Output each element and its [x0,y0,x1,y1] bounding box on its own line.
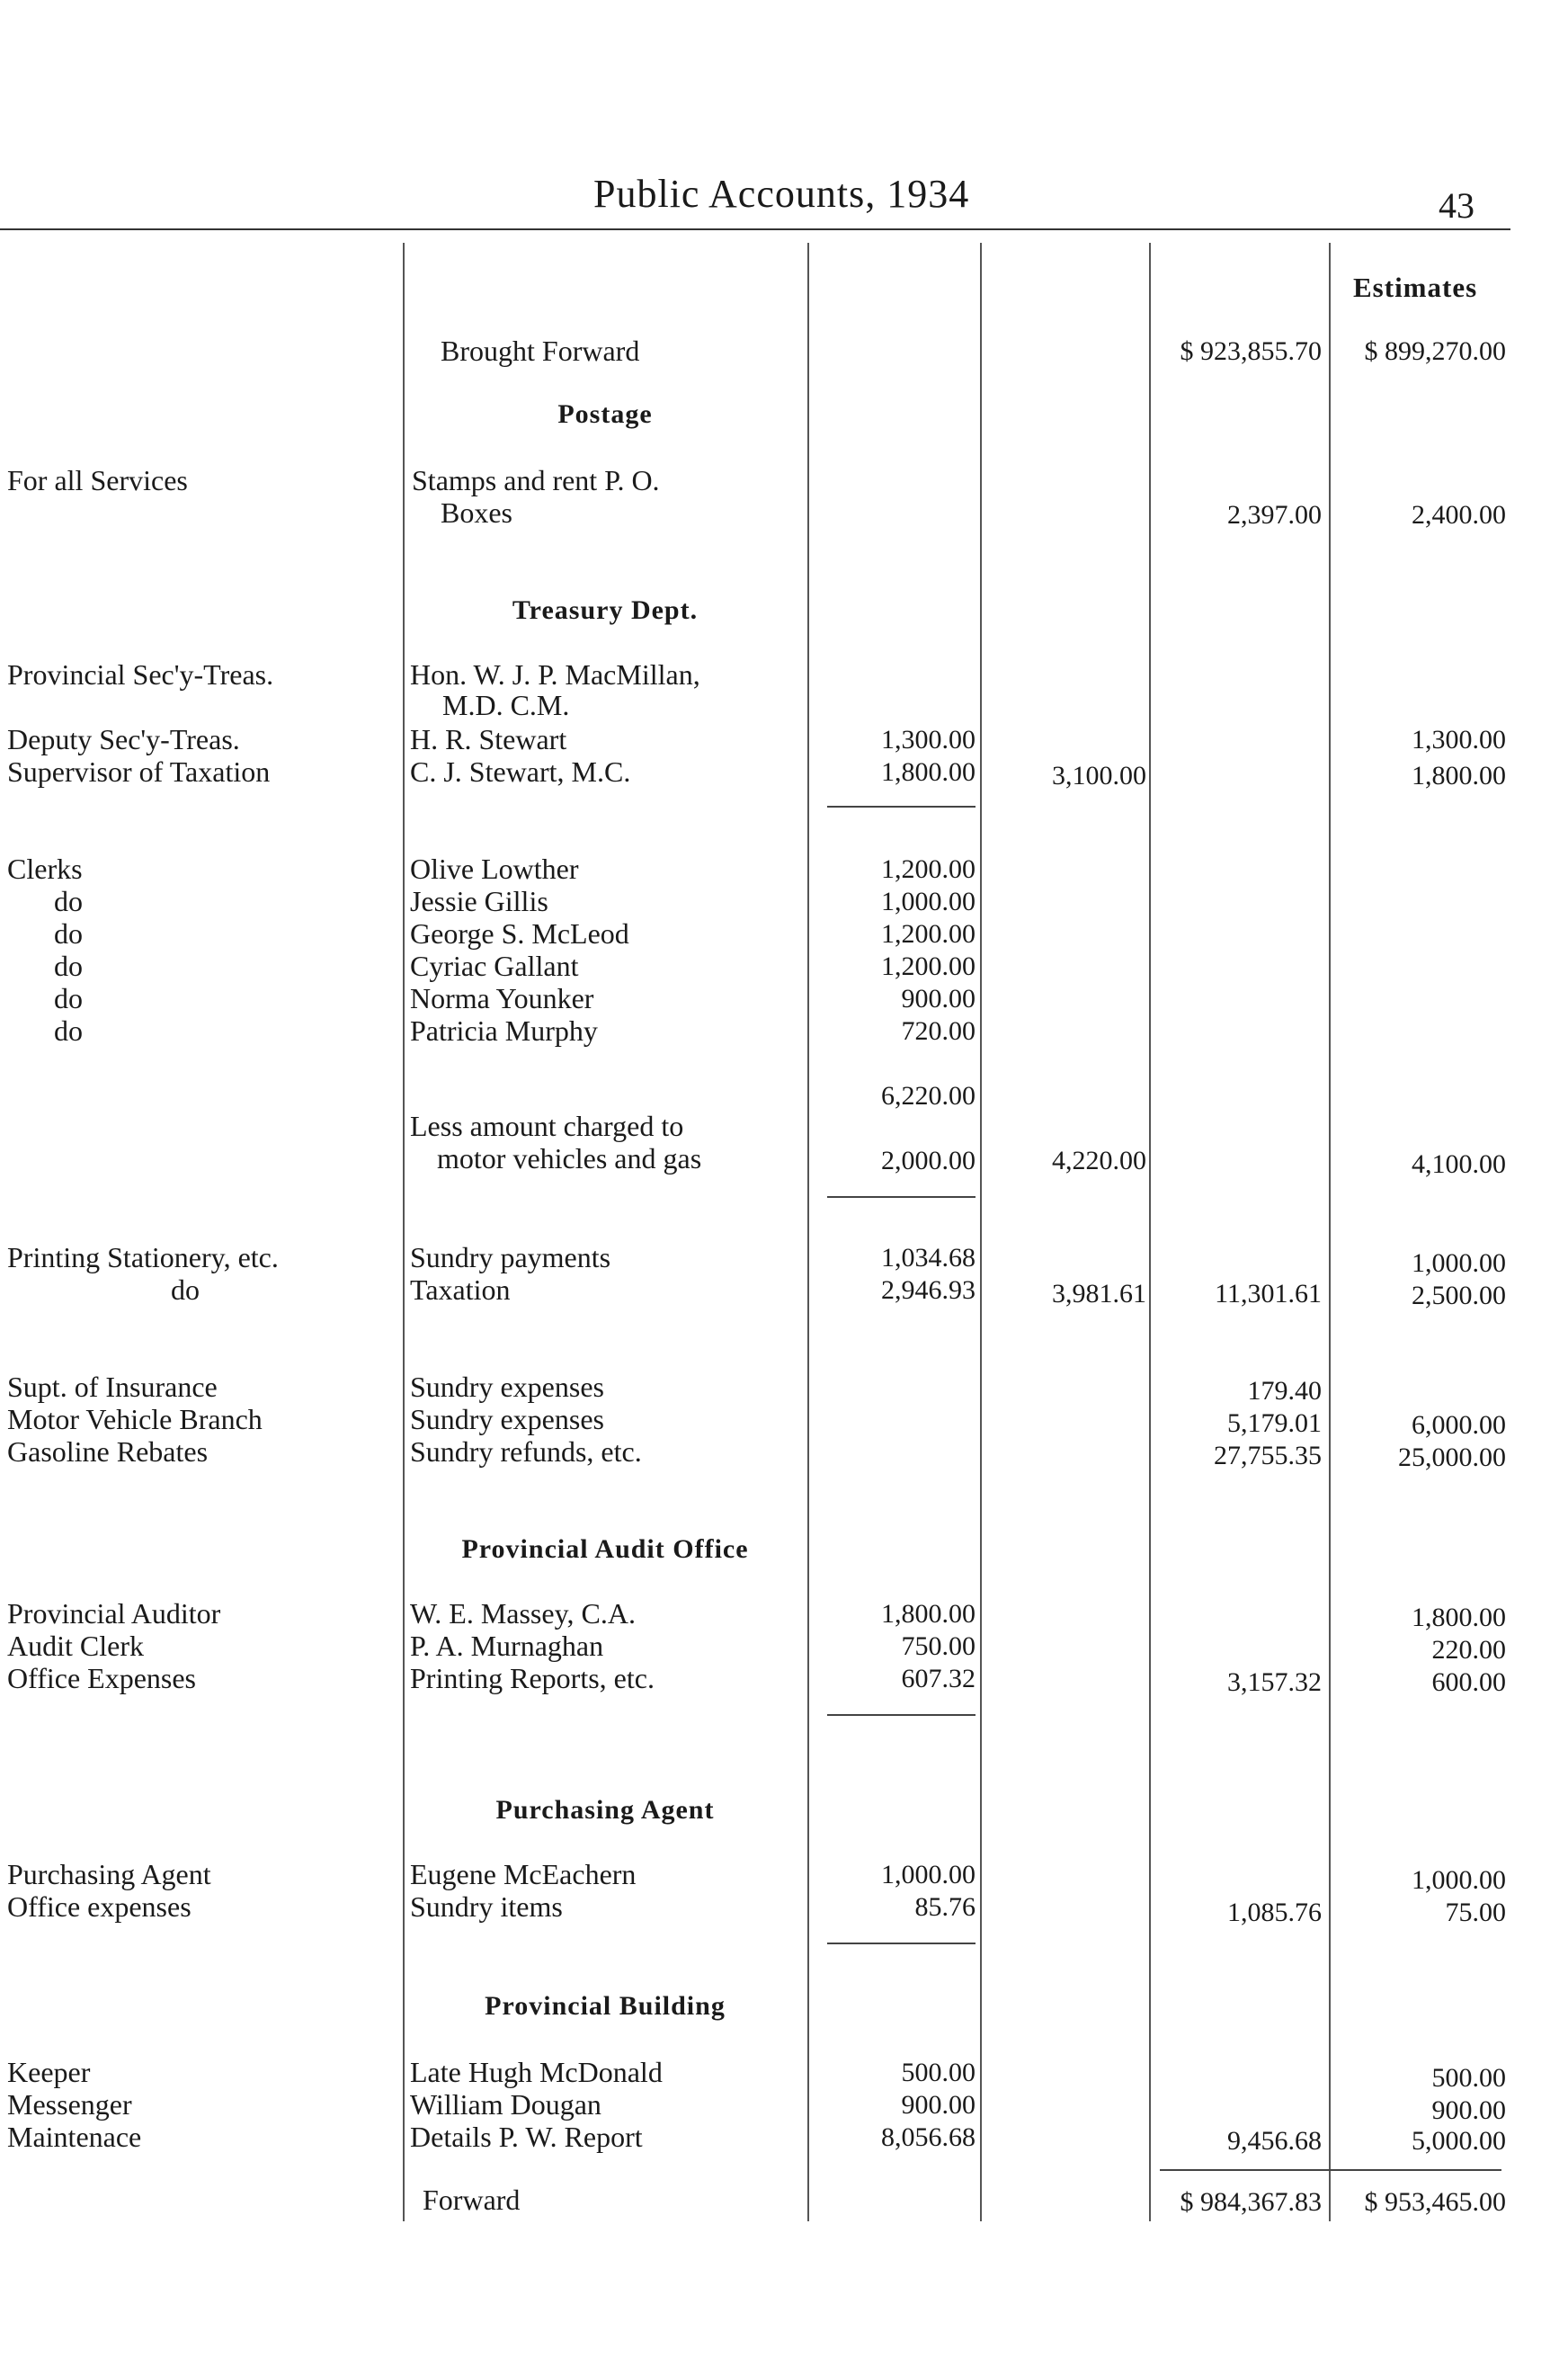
misc-row-service: Supt. of Insurance [7,1371,218,1403]
subtotal-rule [827,1943,976,1944]
building-row-payee: William Dougan [410,2088,601,2121]
purchasing-row-service: Purchasing Agent [7,1858,211,1890]
treasury-row-payee: C. J. Stewart, M.C. [410,755,631,788]
building-row-estimate: 5,000.00 [1412,2126,1506,2156]
total-rule [1160,2169,1501,2171]
purchasing-row-estimate: 1,000.00 [1412,1865,1506,1895]
purchasing-row-payee: Eugene McEachern [410,1858,637,1890]
treasury-row-service: Supervisor of Taxation [7,755,271,788]
estimates-heading: Estimates [1353,272,1478,303]
subtotal-rule [827,1196,976,1198]
printing-row-estimate: 2,500.00 [1412,1281,1506,1310]
page-title: Public Accounts, 1934 [593,172,970,216]
misc-row-payee: Sundry expenses [410,1403,604,1435]
section-title-treasury: Treasury Dept. [512,595,699,625]
column-rule-3 [980,243,982,2221]
printing-row-amount: 2,946.93 [881,1275,976,1305]
misc-row-payee: Sundry expenses [410,1371,604,1403]
building-row-estimate: 900.00 [1431,2095,1506,2125]
subtotal-rule [827,806,976,808]
building-row-payee: Details P. W. Report [410,2121,643,2153]
building-row-total: 9,456.68 [1227,2126,1322,2156]
forward-label: Forward [423,2184,521,2216]
subtotal-rule [827,1714,976,1716]
misc-row-service: Gasoline Rebates [7,1435,209,1468]
clerk-row-payee: George S. McLeod [410,917,629,950]
treasury-row-estimate: 1,800.00 [1412,761,1506,790]
purchasing-row-amount: 85.76 [914,1892,976,1922]
postage-payee-line2: Boxes [441,496,512,529]
purchasing-row-estimate: 75.00 [1445,1898,1506,1927]
section-title-postage: Postage [557,399,653,429]
misc-row-estimate: 25,000.00 [1398,1442,1506,1472]
clerk-row-amount: 1,000.00 [881,887,976,916]
column-rule-1 [403,243,405,2221]
purchasing-row-total: 1,085.76 [1227,1898,1322,1927]
building-row-amount: 500.00 [901,2058,976,2087]
clerk-row-payee: Olive Lowther [410,853,579,885]
printing-row-service: Printing Stationery, etc. [7,1241,279,1273]
printing-row-amount: 1,034.68 [881,1243,976,1273]
less-amount-label-2: motor vehicles and gas [437,1142,702,1175]
audit-row-amount: 1,800.00 [881,1599,976,1629]
treasury-row-service: Deputy Sec'y-Treas. [7,723,240,755]
audit-row-service: Provincial Auditor [7,1597,221,1630]
audit-row-payee: Printing Reports, etc. [410,1662,655,1694]
audit-row-estimate: 600.00 [1431,1667,1506,1697]
building-row-service: Messenger [7,2088,132,2121]
building-row-amount: 900.00 [901,2090,976,2120]
building-row-estimate: 500.00 [1431,2063,1506,2093]
clerk-row-payee: Patricia Murphy [410,1014,598,1047]
clerk-row-amount: 1,200.00 [881,951,976,981]
audit-row-payee: P. A. Murnaghan [410,1630,604,1662]
clerk-row-payee: Jessie Gillis [410,885,548,917]
treasury-row-payee-2: M.D. C.M. [442,689,570,721]
audit-row-estimate: 1,800.00 [1412,1603,1506,1632]
misc-row-total: 179.40 [1247,1376,1322,1406]
clerk-row-service: do [54,950,83,982]
misc-row-payee: Sundry refunds, etc. [410,1435,642,1468]
clerks-net: 4,220.00 [1052,1146,1146,1175]
treasury-row-amount: 1,300.00 [881,725,976,755]
clerk-row-service: do [54,917,83,950]
treasury-row-service: Provincial Sec'y-Treas. [7,658,274,691]
postage-total: 2,397.00 [1227,500,1322,530]
less-amount-label: Less amount charged to [410,1110,684,1142]
treasury-row-payee: H. R. Stewart [410,723,567,755]
audit-row-service: Office Expenses [7,1662,196,1694]
building-row-service: Keeper [7,2056,91,2088]
audit-row-amount: 750.00 [901,1631,976,1661]
clerk-row-amount: 1,200.00 [881,919,976,949]
section-title-audit: Provincial Audit Office [461,1534,749,1564]
forward-total: $ 984,367.83 [1180,2187,1322,2217]
section-title-building: Provincial Building [485,1991,726,2021]
building-row-service: Maintenace [7,2121,142,2153]
audit-row-estimate: 220.00 [1431,1635,1506,1665]
printing-row-service: do [171,1273,200,1306]
postage-payee-line1: Stamps and rent P. O. [412,464,660,496]
clerk-row-service: Clerks [7,853,83,885]
treasury-row-payee: Hon. W. J. P. MacMillan, [410,658,700,691]
printing-row-payee: Taxation [410,1273,511,1306]
audit-row-payee: W. E. Massey, C.A. [410,1597,636,1630]
clerk-row-amount: 900.00 [901,984,976,1014]
section-title-purchasing: Purchasing Agent [495,1795,715,1825]
misc-row-service: Motor Vehicle Branch [7,1403,263,1435]
misc-row-estimate: 6,000.00 [1412,1410,1506,1440]
clerk-row-service: do [54,982,83,1014]
audit-row-service: Audit Clerk [7,1630,144,1662]
treasury-row-estimate: 1,300.00 [1412,725,1506,755]
misc-row-total: 5,179.01 [1227,1408,1322,1438]
forward-estimates: $ 953,465.00 [1364,2187,1506,2217]
clerk-row-service: do [54,885,83,917]
column-rule-2 [807,243,809,2221]
purchasing-row-service: Office expenses [7,1890,192,1923]
purchasing-row-amount: 1,000.00 [881,1860,976,1889]
clerks-estimate: 4,100.00 [1412,1149,1506,1179]
printing-row-estimate: 1,000.00 [1412,1248,1506,1278]
clerk-row-service: do [54,1014,83,1047]
printing-row-subtotal: 3,981.61 [1052,1279,1146,1309]
building-row-payee: Late Hugh McDonald [410,2056,663,2088]
header-rule [0,228,1510,230]
brought-forward-label: Brought Forward [441,335,640,367]
clerk-row-amount: 1,200.00 [881,854,976,884]
clerks-total: 6,220.00 [881,1081,976,1111]
audit-row-total: 3,157.32 [1227,1667,1322,1697]
clerk-row-amount: 720.00 [901,1016,976,1046]
clerk-row-payee: Cyriac Gallant [410,950,579,982]
postage-estimate: 2,400.00 [1412,500,1506,530]
page-number: 43 [1439,185,1474,226]
treasury-row-amount: 1,800.00 [881,757,976,787]
clerk-row-payee: Norma Younker [410,982,594,1014]
misc-row-total: 27,755.35 [1214,1441,1322,1470]
less-amount: 2,000.00 [881,1146,976,1175]
building-row-amount: 8,056.68 [881,2122,976,2152]
printing-row-total: 11,301.61 [1215,1279,1322,1309]
printing-row-payee: Sundry payments [410,1241,611,1273]
brought-forward-estimates: $ 899,270.00 [1364,336,1506,366]
brought-forward-total: $ 923,855.70 [1180,336,1322,366]
audit-row-amount: 607.32 [901,1664,976,1693]
postage-service: For all Services [7,464,188,496]
treasury-row-subtotal: 3,100.00 [1052,761,1146,790]
purchasing-row-payee: Sundry items [410,1890,563,1923]
